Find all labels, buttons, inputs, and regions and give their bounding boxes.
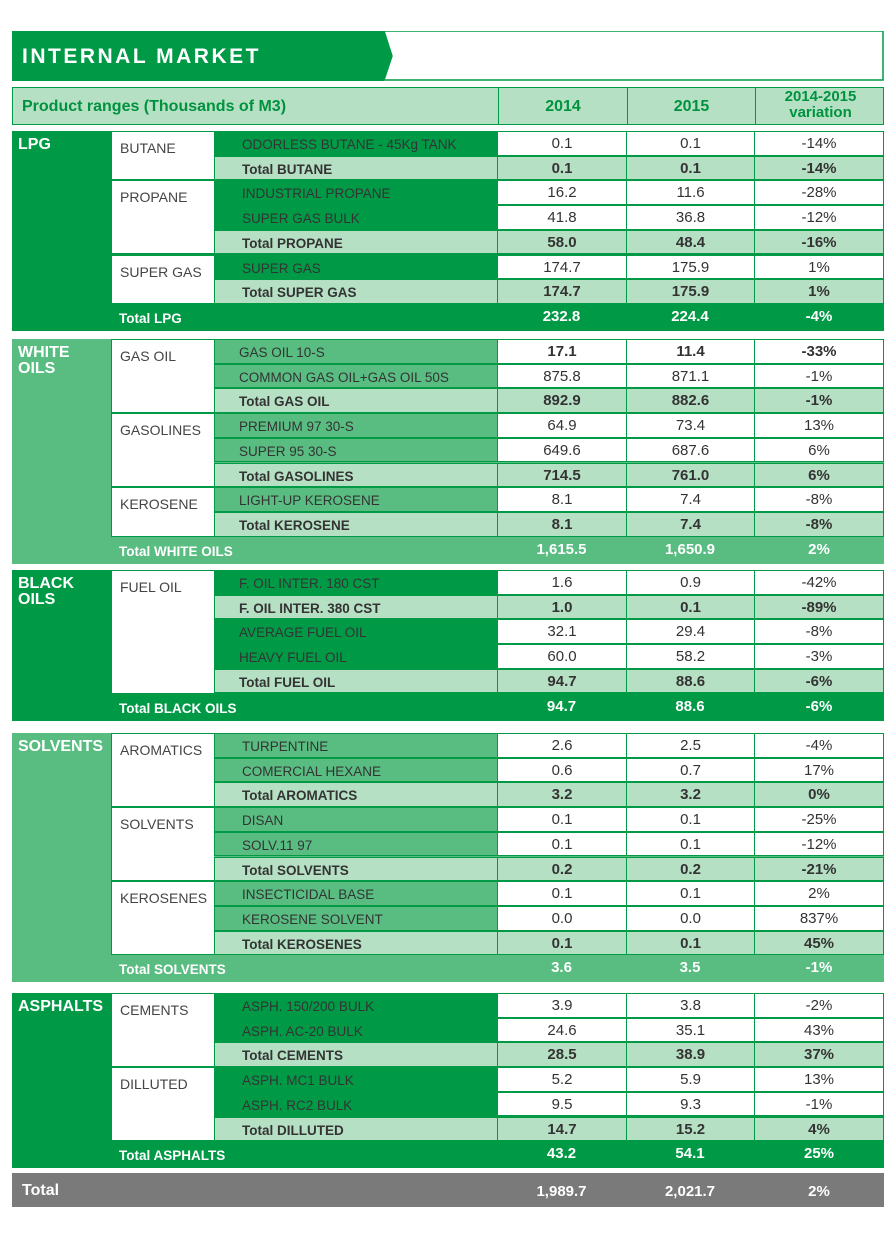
title-banner	[12, 31, 884, 81]
table-row	[111, 807, 884, 832]
value-variation: -14%	[754, 131, 884, 156]
table-row	[111, 131, 884, 156]
value-2015: 58.2	[626, 644, 754, 669]
value-2014: 41.8	[497, 205, 626, 230]
subgroup-label: DILLUTED	[111, 1067, 214, 1141]
subgroup-label: CEMENTS	[111, 993, 214, 1067]
product-name: Total FUEL OIL	[214, 669, 497, 694]
product-name: Total DILLUTED	[214, 1117, 497, 1142]
value-variation: 6%	[754, 463, 884, 488]
value-2014: 8.1	[497, 512, 626, 537]
product-name: Total SOLVENTS	[214, 857, 497, 882]
value-2014: 2.6	[497, 733, 626, 758]
section-total-2014: 232.8	[542, 307, 581, 325]
table-row	[111, 413, 884, 438]
subgroup-label: SUPER GAS	[111, 255, 214, 304]
value-variation: 37%	[754, 1042, 884, 1067]
value-variation: -42%	[754, 570, 884, 595]
table-row	[111, 832, 884, 857]
value-2014: 16.2	[497, 180, 626, 205]
value-2015: 73.4	[626, 413, 754, 438]
value-2014: 174.7	[497, 279, 626, 304]
product-name: SOLV.11 97	[214, 832, 497, 857]
table-row	[111, 881, 884, 906]
value-2015: 0.2	[626, 857, 754, 882]
subtotal-row	[111, 1042, 884, 1067]
value-2015: 11.4	[626, 339, 754, 364]
product-name: Total GASOLINES	[214, 463, 497, 488]
table-row	[111, 619, 884, 644]
value-variation: -1%	[754, 364, 884, 389]
value-2014: 24.6	[497, 1018, 626, 1043]
value-2015: 36.8	[626, 205, 754, 230]
product-name: Total KEROSENE	[214, 512, 497, 537]
value-2014: 0.1	[497, 807, 626, 832]
product-name: F. OIL INTER. 380 CST	[214, 595, 497, 620]
value-variation: 1%	[754, 255, 884, 280]
product-name: AVERAGE FUEL OIL	[214, 619, 497, 644]
value-variation: -12%	[754, 205, 884, 230]
value-2014: 0.1	[497, 156, 626, 181]
table-row	[111, 180, 884, 205]
product-name: TURPENTINE	[214, 733, 497, 758]
page-title: INTERNAL MARKET	[22, 45, 261, 68]
value-variation: -3%	[754, 644, 884, 669]
section-total-variation: 2%	[808, 540, 830, 558]
section-total-2014: 43.2	[546, 1145, 577, 1163]
grand-total-label: Total	[22, 1182, 60, 1199]
value-2015: 48.4	[626, 230, 754, 255]
value-variation: -12%	[754, 832, 884, 857]
subgroup-label: KEROSENE	[111, 487, 214, 536]
value-variation: -89%	[754, 595, 884, 620]
value-variation: 837%	[754, 906, 884, 931]
section-total-label: Total SOLVENTS	[119, 962, 226, 978]
product-name: HEAVY FUEL OIL	[214, 644, 497, 669]
value-variation: 13%	[754, 413, 884, 438]
value-2014: 875.8	[497, 364, 626, 389]
section-total-2015: 3.5	[679, 959, 701, 977]
value-2014: 8.1	[497, 487, 626, 512]
value-variation: -8%	[754, 619, 884, 644]
section-total-2015: 54.1	[675, 1145, 705, 1163]
subgroup-label: BUTANE	[111, 131, 214, 180]
value-2015: 11.6	[626, 180, 754, 205]
value-2014: 94.7	[497, 669, 626, 694]
subgroup-label: AROMATICS	[111, 733, 214, 807]
value-2015: 0.1	[626, 131, 754, 156]
value-variation: 4%	[754, 1117, 884, 1142]
value-2015: 5.9	[626, 1067, 754, 1092]
value-2015: 0.1	[626, 807, 754, 832]
value-variation: -2%	[754, 993, 884, 1018]
value-2014: 60.0	[497, 644, 626, 669]
value-variation: -8%	[754, 512, 884, 537]
section-total-variation: -1%	[805, 959, 833, 977]
section-asphalts	[12, 993, 884, 1168]
section-total-label: Total WHITE OILS	[119, 543, 233, 559]
table-row	[111, 993, 884, 1018]
value-2014: 649.6	[497, 438, 626, 463]
section-total-2014: 94.7	[546, 697, 577, 715]
grand-total-2015: 2,021.7	[664, 1183, 716, 1200]
product-name: ODORLESS BUTANE - 45Kg TANK	[214, 131, 497, 156]
value-2015: 9.3	[626, 1092, 754, 1117]
section-total-variation: -4%	[805, 307, 833, 325]
value-2015: 882.6	[626, 388, 754, 413]
value-2014: 9.5	[497, 1092, 626, 1117]
header-label: Product ranges (Thousands of M3)	[22, 98, 287, 115]
value-2015: 29.4	[626, 619, 754, 644]
value-2015: 0.1	[626, 881, 754, 906]
value-2014: 0.2	[497, 857, 626, 882]
value-2015: 0.7	[626, 758, 754, 783]
value-2015: 15.2	[626, 1117, 754, 1142]
value-2015: 35.1	[626, 1018, 754, 1043]
subgroup-label: GASOLINES	[111, 413, 214, 487]
value-variation: -25%	[754, 807, 884, 832]
value-2014: 0.1	[497, 131, 626, 156]
table-row	[111, 644, 884, 669]
product-name: ASPH. 150/200 BULK	[214, 993, 497, 1018]
subtotal-row	[111, 156, 884, 181]
value-2014: 3.2	[497, 782, 626, 807]
value-variation: -14%	[754, 156, 884, 181]
value-2014: 0.6	[497, 758, 626, 783]
value-2014: 17.1	[497, 339, 626, 364]
value-2015: 7.4	[626, 487, 754, 512]
value-2014: 714.5	[497, 463, 626, 488]
value-2014: 1.6	[497, 570, 626, 595]
product-name: Total KEROSENES	[214, 931, 497, 956]
table-row	[111, 255, 884, 280]
value-2014: 174.7	[497, 255, 626, 280]
subgroup-label: GAS OIL	[111, 339, 214, 413]
table-row	[111, 487, 884, 512]
value-2014: 58.0	[497, 230, 626, 255]
table-header	[12, 87, 884, 125]
section-lpg	[12, 131, 884, 331]
value-2014: 0.1	[497, 832, 626, 857]
value-2015: 3.8	[626, 993, 754, 1018]
value-2014: 1.0	[497, 595, 626, 620]
product-name: PREMIUM 97 30-S	[214, 413, 497, 438]
value-variation: -6%	[754, 669, 884, 694]
value-2015: 0.1	[626, 832, 754, 857]
value-2014: 892.9	[497, 388, 626, 413]
subgroup-label: FUEL OIL	[111, 570, 214, 694]
table-row	[111, 205, 884, 230]
value-2015: 175.9	[626, 255, 754, 280]
value-variation: -1%	[754, 388, 884, 413]
section-label: BLACK OILS	[12, 570, 82, 721]
section-total-variation: -6%	[805, 697, 833, 715]
section-label: ASPHALTS	[12, 993, 111, 1168]
value-2014: 0.1	[497, 881, 626, 906]
subgroup-label: PROPANE	[111, 180, 214, 254]
value-2015: 0.1	[626, 931, 754, 956]
value-2015: 761.0	[626, 463, 754, 488]
product-name: Total AROMATICS	[214, 782, 497, 807]
table-row	[111, 733, 884, 758]
section-total-label: Total BLACK OILS	[119, 700, 237, 716]
section-white-oils	[12, 339, 884, 564]
header-2015: 2015	[627, 88, 755, 124]
subtotal-row	[111, 1117, 884, 1142]
value-2014: 3.9	[497, 993, 626, 1018]
subtotal-row	[111, 279, 884, 304]
table-row	[111, 1018, 884, 1043]
product-name: ASPH. AC-20 BULK	[214, 1018, 497, 1043]
value-variation: 6%	[754, 438, 884, 463]
value-variation: -21%	[754, 857, 884, 882]
value-variation: 17%	[754, 758, 884, 783]
product-name: Total PROPANE	[214, 230, 497, 255]
section-total-2014: 1,615.5	[536, 540, 587, 558]
value-2015: 3.2	[626, 782, 754, 807]
value-2014: 14.7	[497, 1117, 626, 1142]
table-row	[111, 438, 884, 463]
product-name: INSECTICIDAL BASE	[214, 881, 497, 906]
product-name: Total GAS OIL	[214, 388, 497, 413]
table-row	[111, 570, 884, 595]
product-name: Total SUPER GAS	[214, 279, 497, 304]
product-name: SUPER GAS	[214, 255, 497, 280]
product-name: SUPER 95 30-S	[214, 438, 497, 463]
table-row	[111, 364, 884, 389]
subtotal-row	[111, 512, 884, 537]
subgroup-label: SOLVENTS	[111, 807, 214, 881]
value-variation: -33%	[754, 339, 884, 364]
subtotal-row	[111, 669, 884, 694]
table-row	[111, 1092, 884, 1117]
subtotal-row	[111, 857, 884, 882]
grand-total-2014: 1,989.7	[536, 1183, 587, 1200]
value-2015: 871.1	[626, 364, 754, 389]
value-2015: 38.9	[626, 1042, 754, 1067]
table-row	[111, 906, 884, 931]
product-name: ASPH. RC2 BULK	[214, 1092, 497, 1117]
product-name: Total BUTANE	[214, 156, 497, 181]
header-variation: 2014-2015 variation	[755, 88, 885, 124]
value-2015: 88.6	[626, 669, 754, 694]
section-total-label: Total ASPHALTS	[119, 1148, 226, 1164]
value-2014: 64.9	[497, 413, 626, 438]
value-variation: -4%	[754, 733, 884, 758]
section-total-row	[111, 955, 884, 982]
value-2015: 7.4	[626, 512, 754, 537]
subtotal-row	[111, 931, 884, 956]
product-name: DISAN	[214, 807, 497, 832]
product-name: KEROSENE SOLVENT	[214, 906, 497, 931]
section-total-row	[111, 537, 884, 564]
section-black-oils	[12, 570, 884, 721]
value-variation: 13%	[754, 1067, 884, 1092]
value-2015: 0.0	[626, 906, 754, 931]
section-label: LPG	[12, 131, 111, 331]
value-2015: 2.5	[626, 733, 754, 758]
subtotal-row	[111, 230, 884, 255]
value-variation: -16%	[754, 230, 884, 255]
value-2014: 5.2	[497, 1067, 626, 1092]
section-total-2015: 88.6	[675, 697, 705, 715]
product-name: Total CEMENTS	[214, 1042, 497, 1067]
product-name: COMERCIAL HEXANE	[214, 758, 497, 783]
value-variation: 0%	[754, 782, 884, 807]
value-variation: 2%	[754, 881, 884, 906]
section-total-row	[111, 1141, 884, 1168]
product-name: F. OIL INTER. 180 CST	[214, 570, 497, 595]
subtotal-row	[111, 782, 884, 807]
product-name: LIGHT-UP KEROSENE	[214, 487, 497, 512]
value-variation: 1%	[754, 279, 884, 304]
section-label: SOLVENTS	[12, 733, 111, 982]
section-total-row	[111, 694, 884, 721]
section-total-2015: 1,650.9	[664, 540, 716, 558]
value-2015: 687.6	[626, 438, 754, 463]
value-2015: 0.9	[626, 570, 754, 595]
table-row	[111, 339, 884, 364]
value-2014: 0.1	[497, 931, 626, 956]
value-2014: 32.1	[497, 619, 626, 644]
header-2014: 2014	[498, 88, 627, 124]
product-name: GAS OIL 10-S	[214, 339, 497, 364]
section-label: WHITE OILS	[12, 339, 82, 564]
product-name: INDUSTRIAL PROPANE	[214, 180, 497, 205]
subtotal-row	[111, 595, 884, 620]
grand-total-variation: 2%	[808, 1183, 830, 1200]
value-2014: 0.0	[497, 906, 626, 931]
value-variation: 43%	[754, 1018, 884, 1043]
section-total-2014: 3.6	[551, 959, 572, 977]
product-name: SUPER GAS BULK	[214, 205, 497, 230]
subtotal-row	[111, 388, 884, 413]
section-total-2015: 224.4	[671, 307, 709, 325]
value-2014: 28.5	[497, 1042, 626, 1067]
section-solvents	[12, 733, 884, 982]
subgroup-label: KEROSENES	[111, 881, 214, 955]
subtotal-row	[111, 463, 884, 488]
grand-total-row	[12, 1173, 884, 1207]
value-variation: -28%	[754, 180, 884, 205]
value-variation: -1%	[754, 1092, 884, 1117]
section-total-variation: 25%	[803, 1145, 835, 1163]
table-row	[111, 1067, 884, 1092]
value-2015: 0.1	[626, 595, 754, 620]
section-total-row	[111, 304, 884, 331]
value-variation: -8%	[754, 487, 884, 512]
product-name: ASPH. MC1 BULK	[214, 1067, 497, 1092]
value-2015: 175.9	[626, 279, 754, 304]
value-2015: 0.1	[626, 156, 754, 181]
section-total-label: Total LPG	[119, 310, 182, 326]
product-name: COMMON GAS OIL+GAS OIL 50S	[214, 364, 497, 389]
value-variation: 45%	[754, 931, 884, 956]
table-row	[111, 758, 884, 783]
